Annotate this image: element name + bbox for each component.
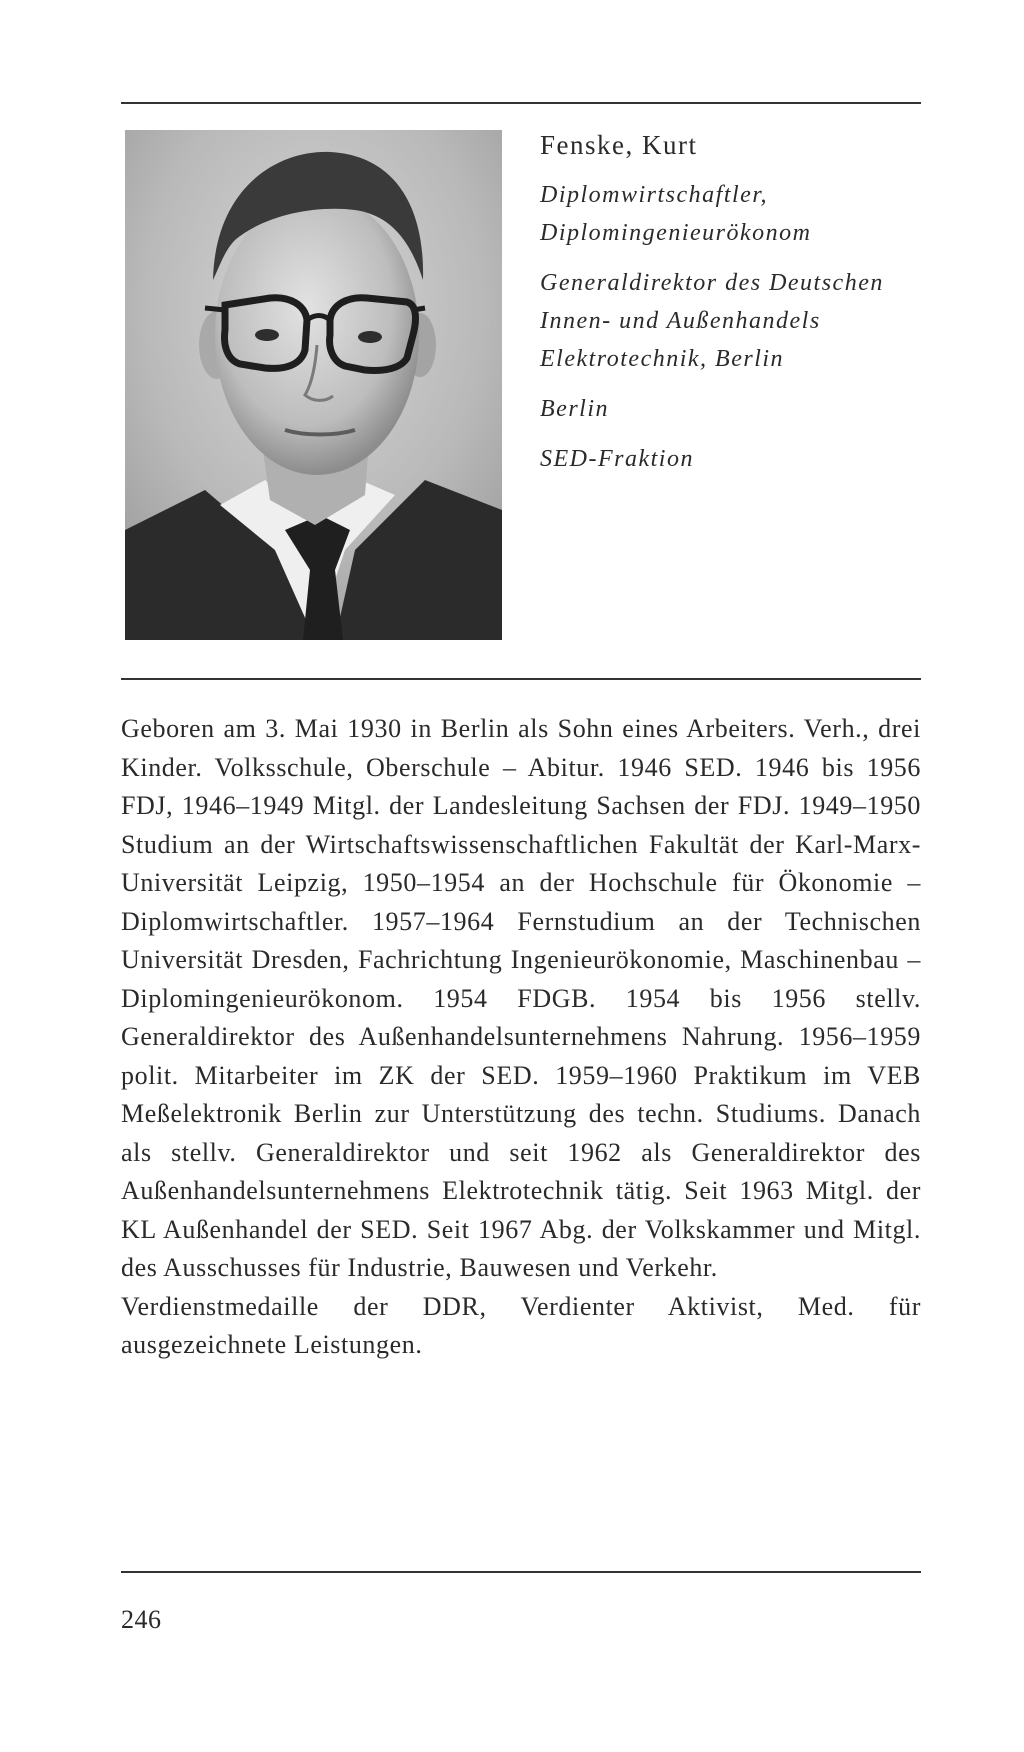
top-divider (121, 102, 921, 104)
awards-text: Verdienstmedaille der DDR, Verdienter Aktivist, Med. für ausgezeichnete Leistungen. (121, 1291, 921, 1359)
entry-header (540, 128, 920, 490)
bottom-divider (121, 1571, 921, 1573)
faction (540, 440, 920, 478)
biography-section (121, 710, 921, 1365)
entry-details (540, 176, 920, 478)
middle-divider (121, 678, 921, 680)
position-line: Elektrotechnik, Berlin (540, 346, 785, 372)
residence (540, 390, 920, 428)
portrait-photo (125, 130, 502, 640)
person-name: Fenske, Kurt (540, 130, 698, 160)
degree-line: Diplomingenieurökonom (540, 220, 812, 246)
biography-text: Geboren am 3. Mai 1930 in Berlin als Sohn eines Arbeiters. Verh., drei Kinder. Volksschule, Oberschule – Abitur. 1946 SED. 1946 bis 1956 FDJ, 1946–1949 Mitgl. der Landesleitung Sachsen der FDJ. 1949–1950 Studium an der Wirtschaftswissenschaftlichen Fakultät der Karl-Marx-Universität Leipzig, 1950–1954 an der Hochschule für Ökonomie – Diplomwirtschaftler. 1957–1964 Fernstudium an der Technischen Universität Dresden, Fachrichtung Ingenieurökonomie, Maschinenbau – Diplomingenieurökonom. 1954 FDGB. 1954 bis 1956 stellv. Generaldirektor des Außenhandelsunternehmens Nahrung. 1956–1959 polit. Mitarbeiter im ZK der SED. 1959–1960 Praktikum im VEB Meßelektronik Berlin zur Unterstützung des techn. Studiums. Danach als stellv. Generaldirektor und seit 1962 als Generaldirektor des Außenhandelsunternehmens Elektrotechnik tätig. Seit 1963 Mitgl. der KL Außenhandel der SED. Seit 1967 Abg. der Volkskammer und Mitgl. des Ausschusses für Industrie, Bauwesen und Verkehr. (121, 714, 921, 1282)
page-number: 246 (121, 1605, 162, 1634)
faction-line: SED-Fraktion (540, 446, 694, 472)
position (540, 264, 920, 378)
degrees (540, 176, 920, 252)
position-line: Innen- und Außenhandels (540, 308, 821, 334)
residence-line: Berlin (540, 396, 609, 422)
degree-line: Diplomwirtschaftler, (540, 182, 769, 208)
position-line: Generaldirektor des Deutschen (540, 270, 884, 296)
